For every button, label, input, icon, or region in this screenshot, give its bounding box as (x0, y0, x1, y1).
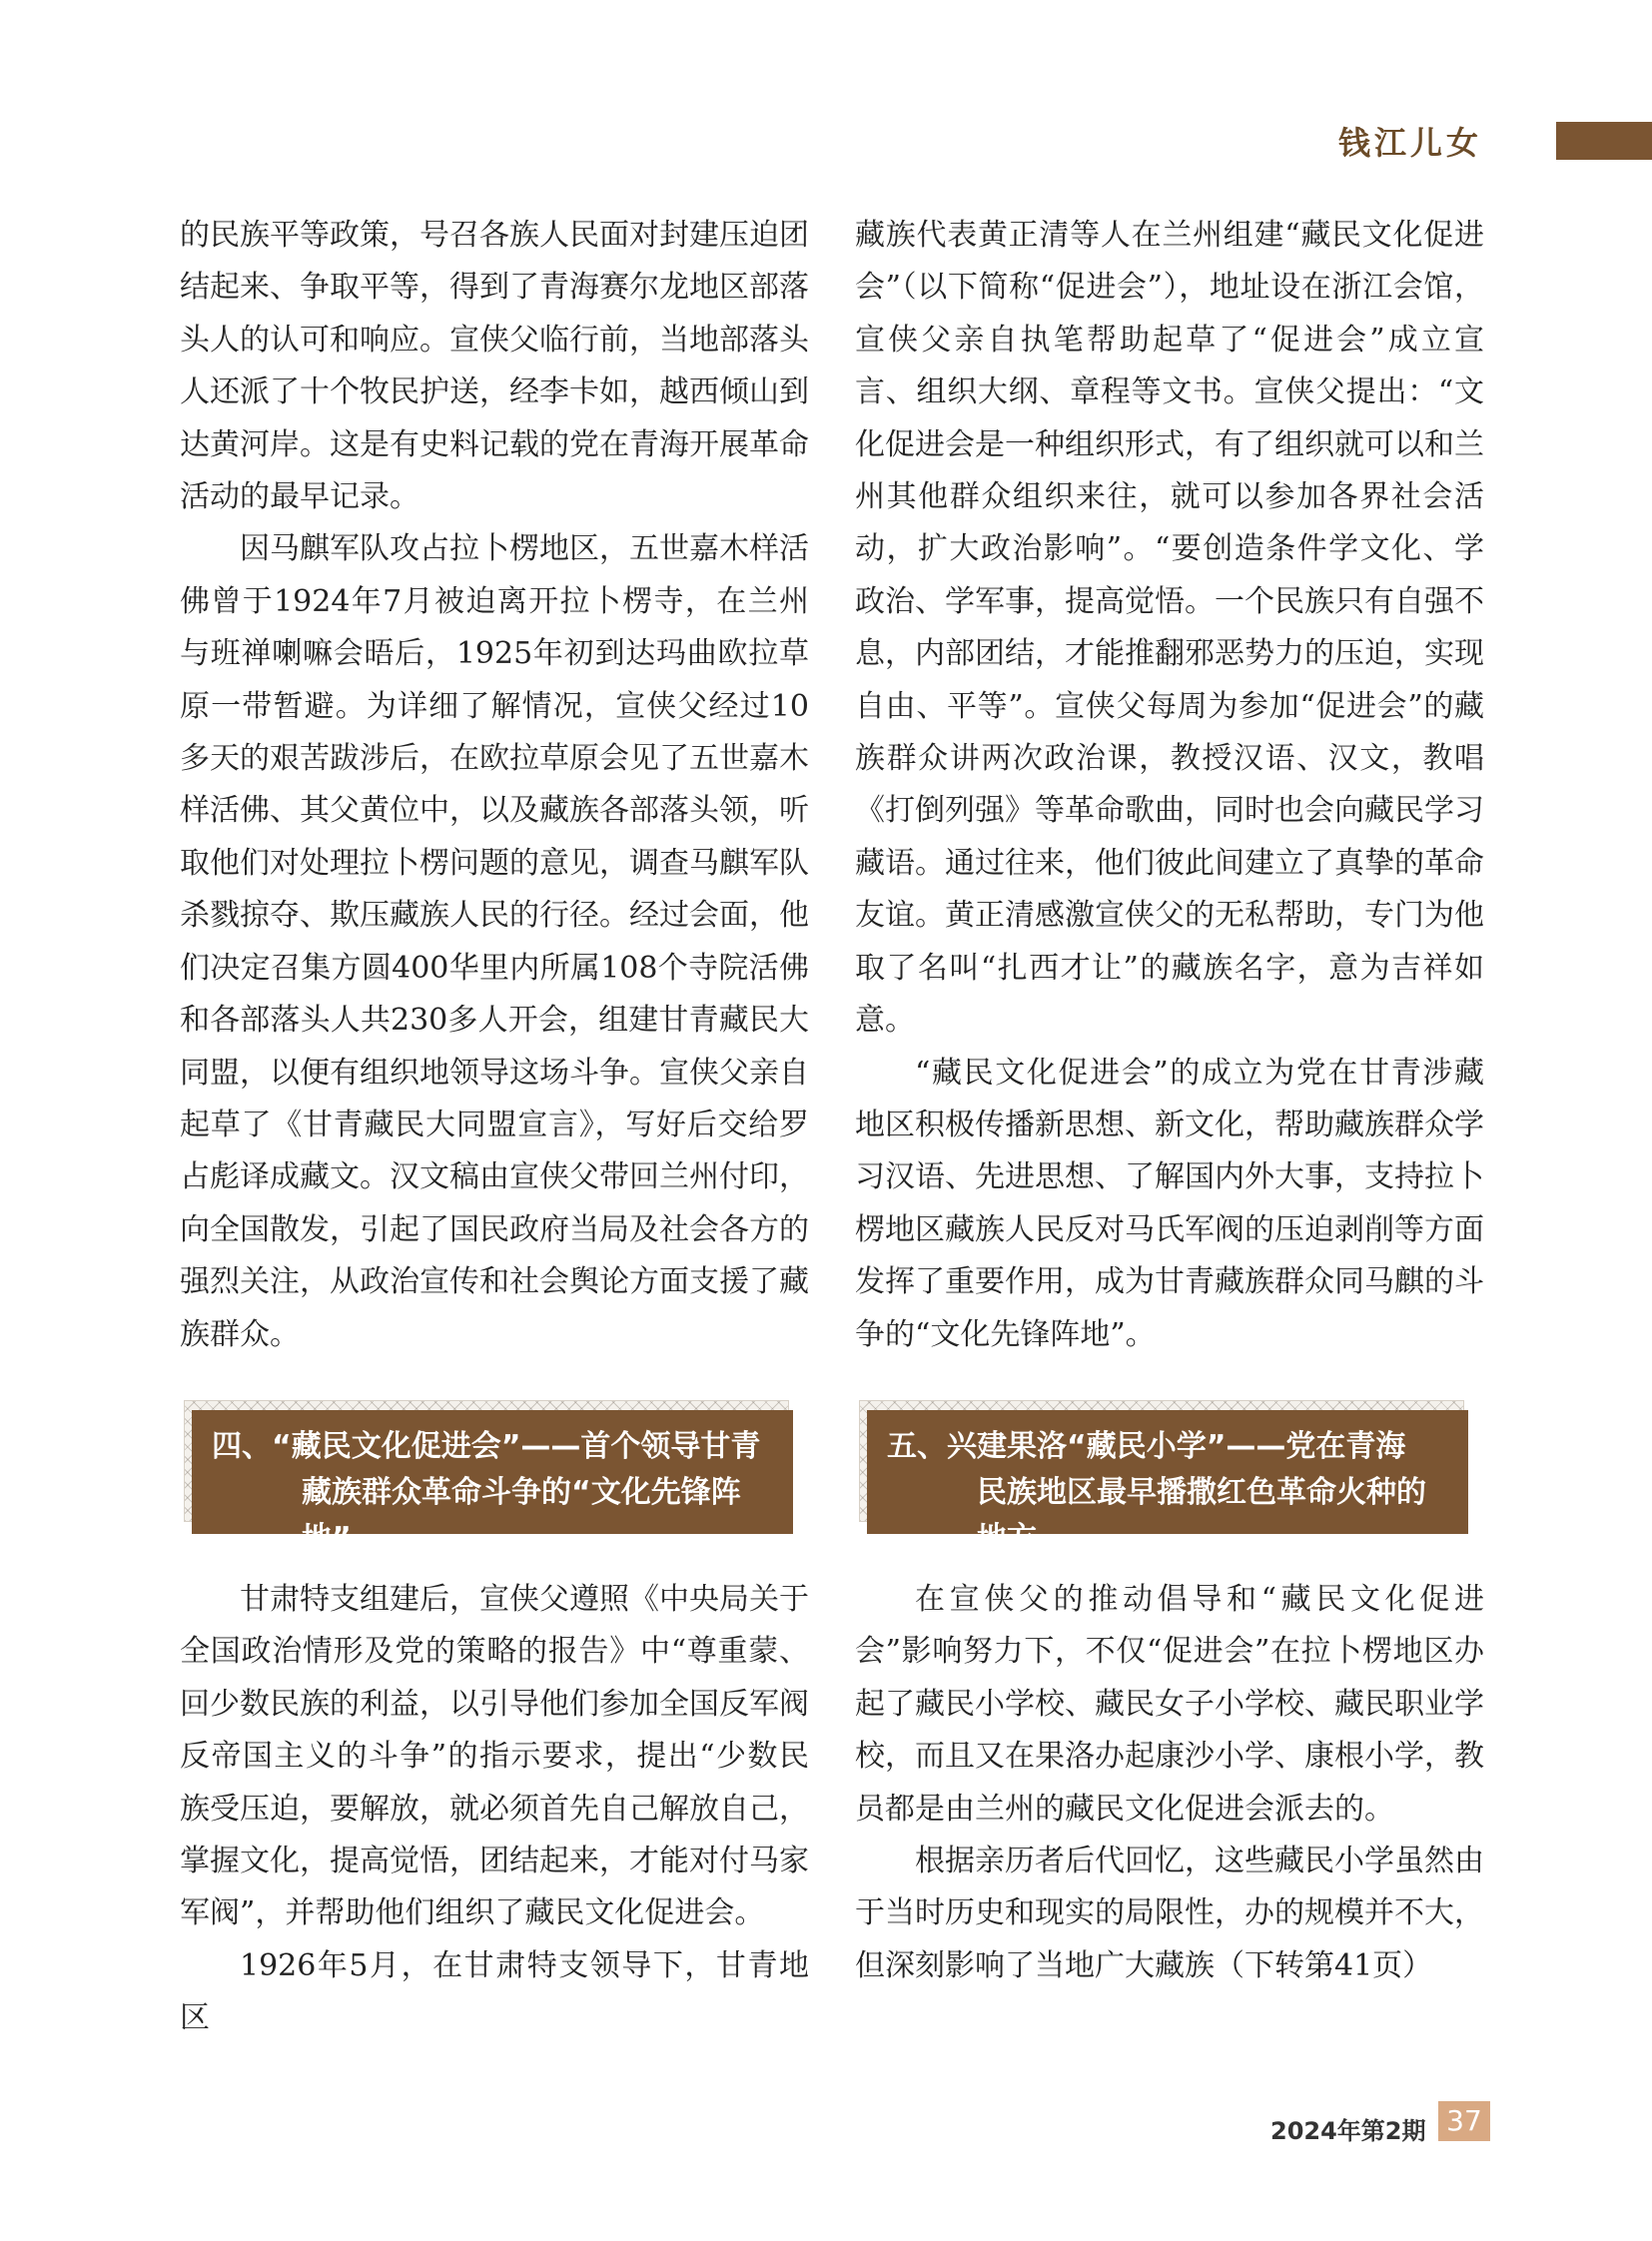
right-column (855, 210, 1484, 1361)
paragraph: 的民族平等政策，号召各族人民面对封建压迫团结起来、争取平等，得到了青海赛尔龙地区部落头人的认可和响应。宣侠父临行前，当地部落头人还派了十个牧民护送，经李卡如，越西倾山到达黄河岸。这是有史料记载的党在青海开展革命活动的最早记录。 (180, 218, 809, 515)
paragraph: 甘肃特支组建后，宣侠父遵照《中央局关于全国政治情形及党的策略的报告》中“尊重蒙、回少数民族的利益，以引导他们参加全国反军阀反帝国主义的斗争”的指示要求，提出“少数民族受压迫，要解放，就必须首先自己解放自己，掌握文化，提高觉悟，团结起来，才能对付马家军阀”，并帮助他们组织了藏民文化促进会。 (180, 1582, 809, 1931)
right-column-lower (855, 1574, 1484, 1992)
section-heading-4 (184, 1400, 793, 1556)
paragraph: 根据亲历者后代回忆，这些藏民小学虽然由于当时历史和现实的局限性，办的规模并不大，但深刻影响了当地广大藏族（下转第41页） (855, 1844, 1484, 1983)
page-number: 37 (1438, 2101, 1490, 2141)
paragraph: “藏民文化促进会”的成立为党在甘青涉藏地区积极传播新思想、新文化，帮助藏族群众学习汉语、先进思想、了解国内外大事，支持拉卜楞地区藏族人民反对马氏军阀的压迫剥削等方面发挥了重要作用，成为甘青藏族群众同马麒的斗争的“文化先锋阵地”。 (855, 1055, 1484, 1352)
heading-line: 藏族群众革命斗争的“文化先锋阵地” (302, 1475, 741, 1556)
header-accent-bar (1556, 122, 1652, 160)
paragraph: 在宣侠父的推动倡导和“藏民文化促进会”影响努力下，不仅“促进会”在拉卜楞地区办起了藏民小学校、藏民女子小学校、藏民职业学校，而且又在果洛办起康沙小学、康根小学，教员都是由兰州的藏民文化促进会派去的。 (855, 1582, 1484, 1827)
heading-line: 民族地区最早播撒红色革命火种的地方 (977, 1475, 1426, 1556)
paragraph: 藏族代表黄正清等人在兰州组建“藏民文化促进会”（以下简称“促进会”），地址设在浙江会馆，宣侠父亲自执笔帮助起草了“促进会”成立宣言、组织大纲、章程等文书。宣侠父提出：“文化促进会是一种组织形式，有了组织就可以和兰州其他群众组织来往，就可以参加各界社会活动，扩大政治影响”。“要创造条件学文化、学政治、学军事，提高觉悟。一个民族只有自强不息，内部团结，才能推翻邪恶势力的压迫，实现自由、平等”。宣侠父每周为参加“促进会”的藏族群众讲两次政治课，教授汉语、汉文，教唱《打倒列强》等革命歌曲，同时也会向藏民学习藏语。通过往来，他们彼此间建立了真挚的革命友谊。黄正清感激宣侠父的无私帮助，专门为他取了名叫“扎西才让”的藏族名字，意为吉祥如意。 (855, 218, 1484, 1039)
left-column (180, 210, 809, 1361)
heading-line: 五、兴建果洛“藏民小学”——党在青海 (887, 1429, 1406, 1464)
section-heading-5 (859, 1400, 1468, 1556)
paragraph: 1926年5月，在甘肃特支领导下，甘青地区 (180, 1947, 809, 2036)
heading-box (192, 1410, 793, 1556)
heading-box (867, 1410, 1468, 1556)
issue-label: 2024年第2期 (1270, 2117, 1426, 2145)
left-column-lower (180, 1574, 809, 2045)
heading-line: 四、“藏民文化促进会”——首个领导甘青 (212, 1429, 761, 1464)
paragraph: 因马麒军队攻占拉卜楞地区，五世嘉木样活佛曾于1924年7月被迫离开拉卜楞寺，在兰州与班禅喇嘛会晤后，1925年初到达玛曲欧拉草原一带暂避。为详细了解情况，宣侠父经过10多天的艰苦跋涉后，在欧拉草原会见了五世嘉木样活佛、其父黄位中，以及藏族各部落头领，听取他们对处理拉卜楞问题的意见，调查马麒军队杀戮掠夺、欺压藏族人民的行径。经过会面，他们决定召集方圆400华里内所属108个寺院活佛和各部落头人共230多人开会，组建甘青藏民大同盟，以便有组织地领导这场斗争。宣侠父亲自起草了《甘青藏民大同盟宣言》，写好后交给罗占彪译成藏文。汉文稿由宣侠父带回兰州付印，向全国散发，引起了国民政府当局及社会各方的强烈关注，从政治宣传和社会舆论方面支援了藏族群众。 (180, 531, 809, 1352)
section-title: 钱江儿女 (1338, 124, 1483, 162)
